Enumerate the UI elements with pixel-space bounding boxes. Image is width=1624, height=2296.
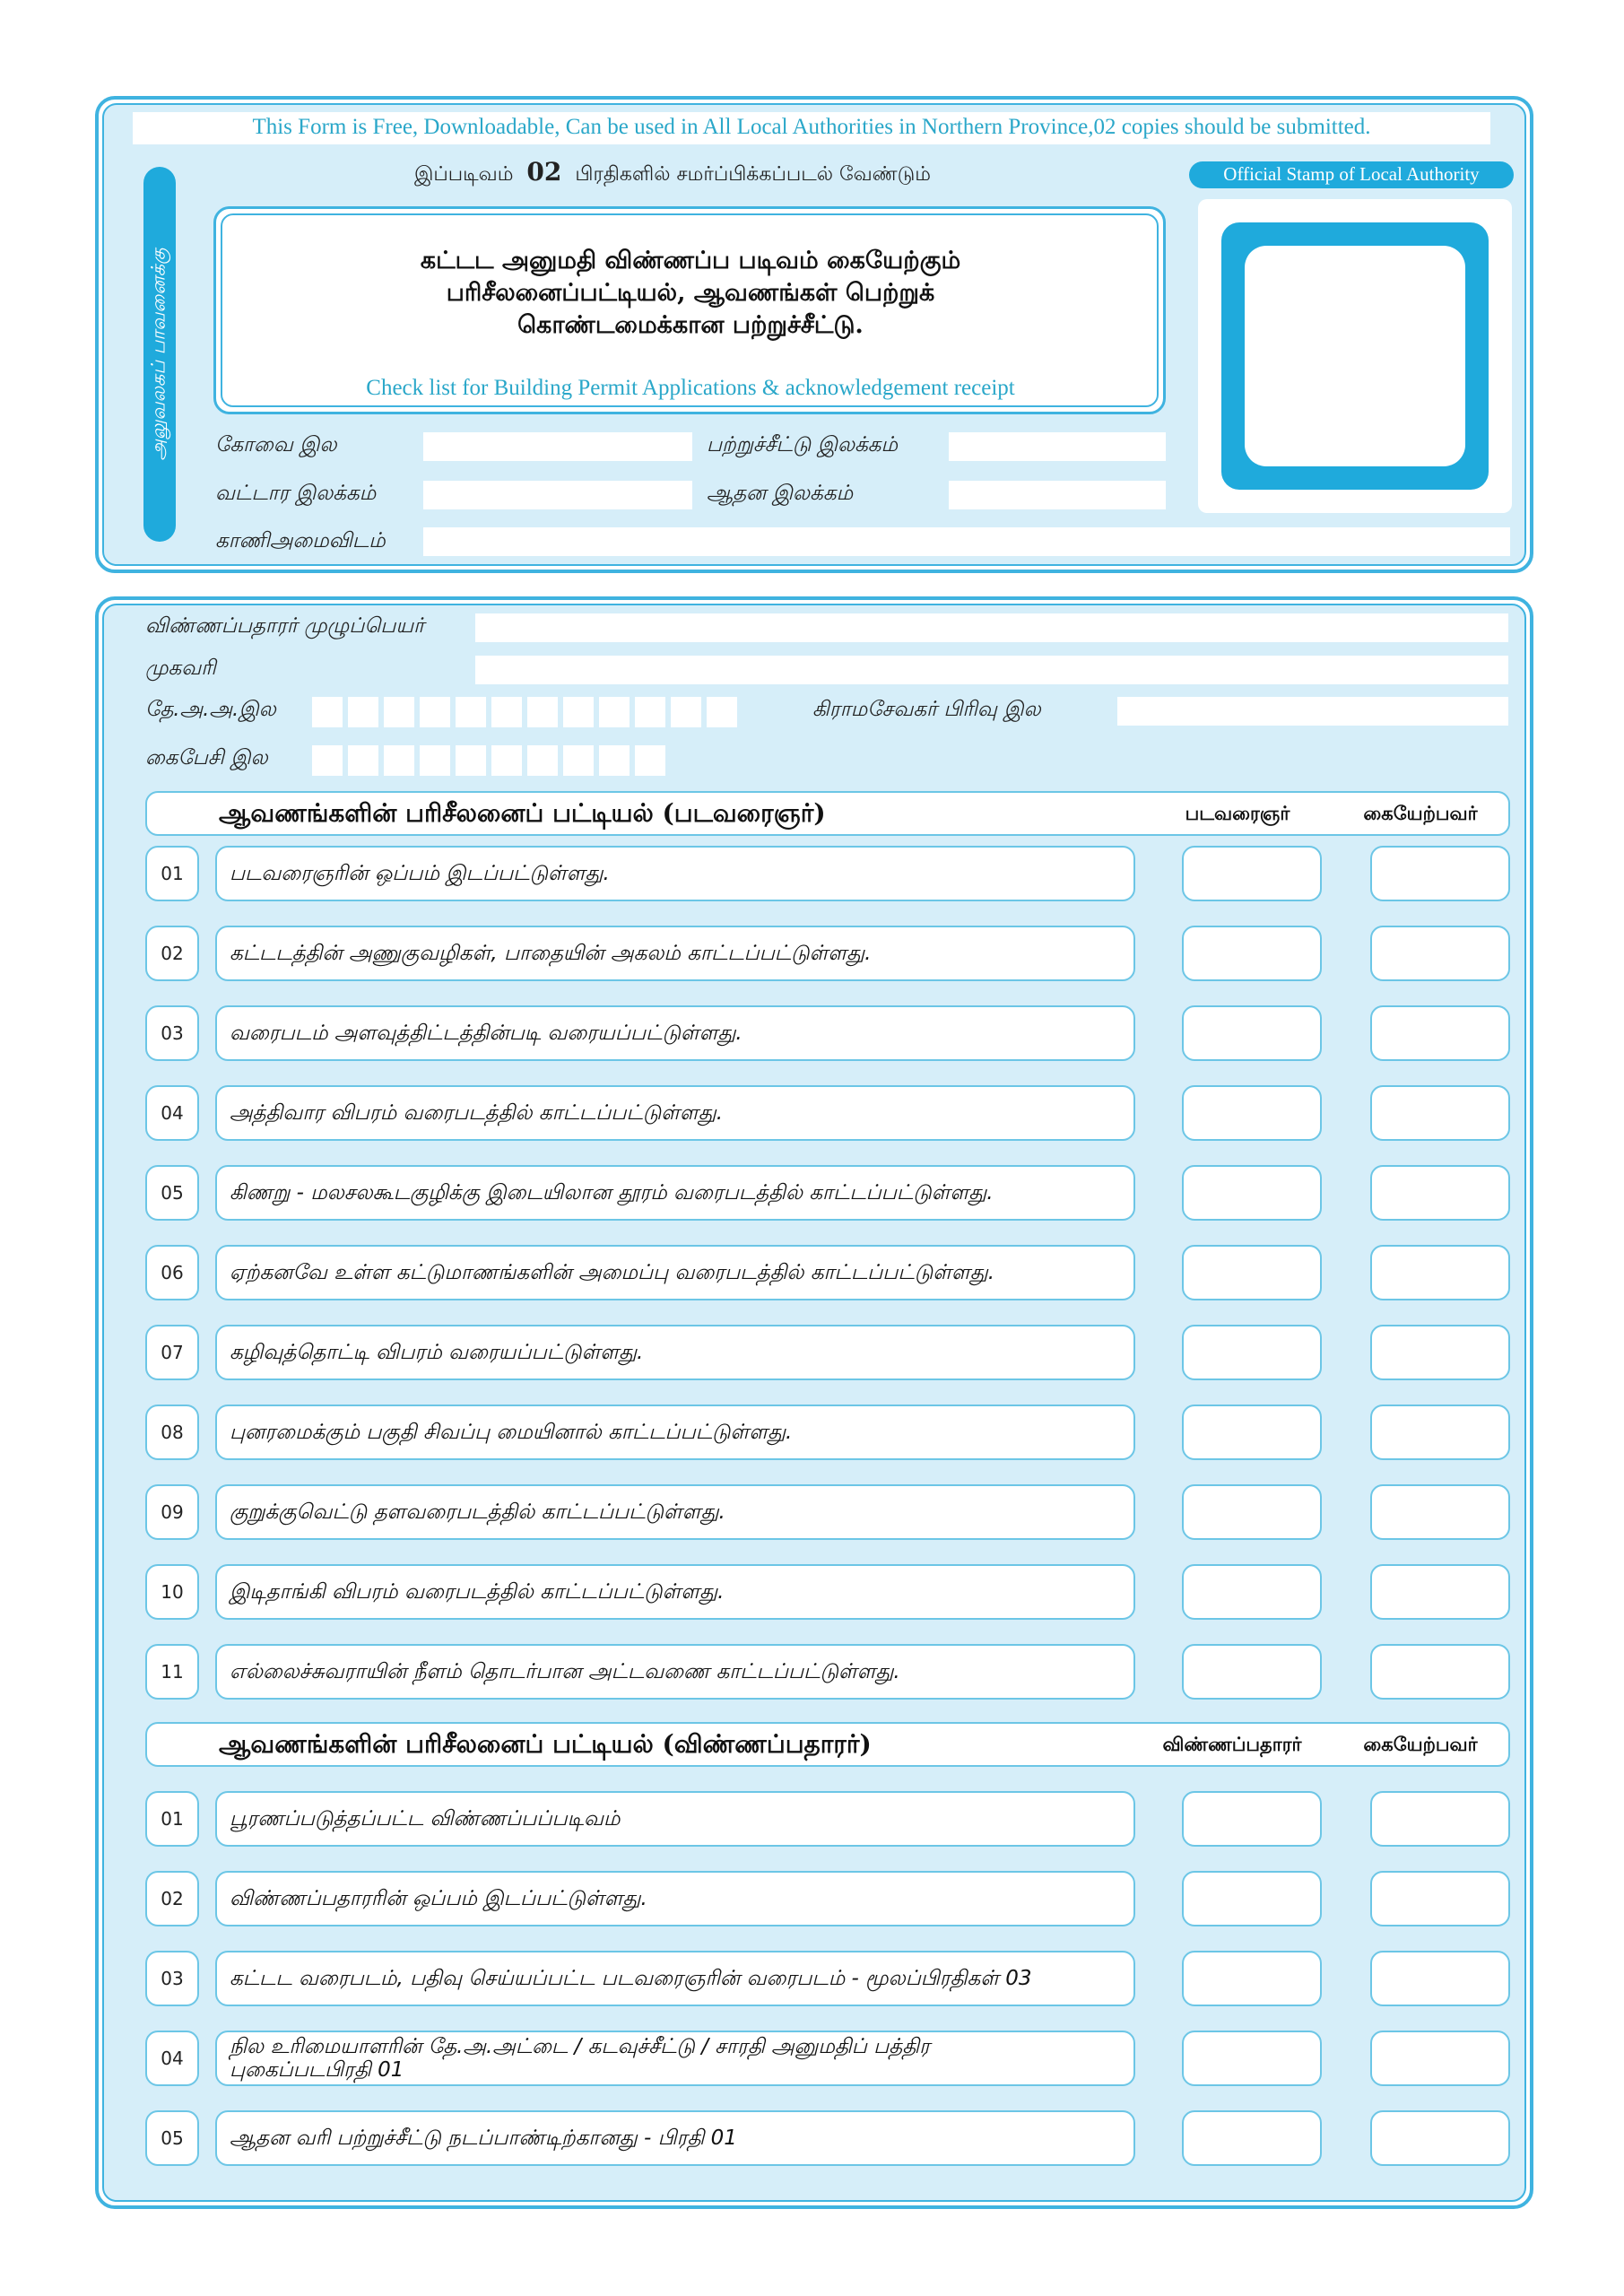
receiver-check-box[interactable] [1370, 2110, 1510, 2166]
item-description [215, 1245, 1135, 1300]
item-text-continued: புகைப்படபிரதி 01 [230, 2058, 404, 2082]
item-text: புனரமைக்கும் பகுதி சிவப்பு மையினால் காட்டப்பட்டுள்ளது. [230, 1421, 793, 1444]
applicant-checklist-header [145, 1722, 1510, 1767]
item-number: 05 [145, 2110, 199, 2166]
applicant-item-row [145, 1791, 1510, 1847]
draftsman-check-box[interactable] [1182, 1325, 1322, 1380]
copies-number: 02 [526, 157, 562, 187]
item-text: கட்டடத்தின் அணுகுவழிகள், பாதையின் அகலம் காட்டப்பட்டுள்ளது. [230, 942, 872, 965]
applicant-column-header: விண்ணப்பதாரர் [1162, 1733, 1302, 1755]
item-description [215, 1644, 1135, 1700]
nic-digit-box[interactable] [635, 697, 665, 727]
assessment-no-label: ஆதன இலக்கம் [707, 482, 854, 505]
item-text: அத்திவார விபரம் வரைபடத்தில் காட்டப்பட்டுள்ளது. [230, 1101, 724, 1125]
receiver-check-box[interactable] [1370, 1005, 1510, 1061]
copies-prefix: இப்படிவம் [414, 163, 514, 186]
item-text: பூரணப்படுத்தப்பட்ட விண்ணப்பப்படிவம் [230, 1807, 621, 1831]
nic-digit-box[interactable] [456, 697, 486, 727]
draftsman-item-row [145, 1644, 1510, 1700]
draftsman-item-row [145, 1405, 1510, 1460]
item-text: படவரைஞரின் ஒப்பம் இடப்பட்டுள்ளது. [230, 862, 610, 885]
applicant-check-box[interactable] [1182, 1951, 1322, 2006]
nic-digit-box[interactable] [491, 697, 522, 727]
item-text: இடிதாங்கி விபரம் வரைபடத்தில் காட்டப்பட்டுள்ளது. [230, 1580, 725, 1604]
file-no-field[interactable] [423, 432, 692, 461]
copies-instruction [269, 154, 1076, 190]
file-no-label: கோவை இல [215, 433, 337, 457]
gn-division-label: கிராமசேவகர் பிரிவு இல [812, 698, 1041, 721]
receiver-check-box[interactable] [1370, 1405, 1510, 1460]
item-number: 10 [145, 1564, 199, 1620]
item-description [215, 926, 1135, 981]
draftsman-item-row [145, 1165, 1510, 1221]
ward-no-label: வட்டார இலக்கம் [215, 482, 377, 505]
item-number: 07 [145, 1325, 199, 1380]
draftsman-column-header: படவரைஞர் [1185, 802, 1290, 824]
draftsman-check-box[interactable] [1182, 926, 1322, 981]
applicant-item-row [145, 2110, 1510, 2166]
receiver-column-header: கையேற்பவர் [1363, 802, 1478, 824]
gn-division-field[interactable] [1117, 697, 1508, 726]
item-number: 03 [145, 1005, 199, 1061]
item-number: 08 [145, 1405, 199, 1460]
receiver-check-box[interactable] [1370, 1644, 1510, 1700]
nic-digit-box[interactable] [348, 697, 378, 727]
item-text: ஏற்கனவே உள்ள கட்டுமாணங்களின் அமைப்பு வரைபடத்தில் காட்டப்பட்டுள்ளது. [230, 1261, 994, 1284]
draftsman-check-box[interactable] [1182, 1484, 1322, 1540]
mobile-digit-box[interactable] [312, 745, 343, 776]
mobile-digit-box[interactable] [599, 745, 630, 776]
draftsman-item-row [145, 1005, 1510, 1061]
nic-digit-box[interactable] [707, 697, 737, 727]
receiver-check-box[interactable] [1370, 1871, 1510, 1926]
applicant-checklist-title: ஆவணங்களின் பரிசீலனைப் பட்டியல் (விண்ணப்பதாரர்) [219, 1729, 872, 1759]
applicant-item-row [145, 1871, 1510, 1926]
mobile-digit-box[interactable] [563, 745, 594, 776]
item-text: கிணறு - மலசலகூடகுழிக்கு இடையிலான தூரம் வரைபடத்தில் காட்டப்பட்டுள்ளது. [230, 1181, 994, 1205]
item-number: 01 [145, 846, 199, 901]
applicant-name-field[interactable] [475, 613, 1508, 642]
copies-suffix: பிரதிகளில் சமர்ப்பிக்கப்படல் வேண்டும் [575, 163, 931, 186]
receiver-check-box[interactable] [1370, 1165, 1510, 1221]
draftsman-item-row [145, 1484, 1510, 1540]
applicant-check-box[interactable] [1182, 1791, 1322, 1847]
item-description [215, 1085, 1135, 1141]
form-title-tamil-line2: பரிசீலனைப்பட்டியல், ஆவணங்கள் பெற்றுக் [446, 279, 935, 307]
draftsman-check-box[interactable] [1182, 846, 1322, 901]
item-text: கட்டட வரைபடம், பதிவு செய்யப்பட்ட படவரைஞரின் வரைபடம் - மூலப்பிரதிகள் 03 [230, 1967, 1032, 1990]
applicant-check-box[interactable] [1182, 2031, 1322, 2086]
item-description [215, 846, 1135, 901]
receiver-check-box[interactable] [1370, 1791, 1510, 1847]
item-number: 04 [145, 2031, 199, 2086]
applicant-item-row [145, 1951, 1510, 2006]
item-number: 11 [145, 1644, 199, 1700]
nic-label: தே.அ.அ.இல [145, 698, 276, 721]
item-description [215, 1325, 1135, 1380]
item-description [215, 1791, 1135, 1847]
item-description [215, 1951, 1135, 2006]
receiver-check-box[interactable] [1370, 1484, 1510, 1540]
item-number: 06 [145, 1245, 199, 1300]
item-description [215, 1405, 1135, 1460]
draftsman-check-box[interactable] [1182, 1085, 1322, 1141]
form-title-english: Check list for Building Permit Applications & acknowledgement receipt [366, 376, 1015, 400]
draftsman-check-box[interactable] [1182, 1405, 1322, 1460]
office-use-text: அலுவலகப் பாவனைக்கு [147, 248, 169, 461]
mobile-digit-box[interactable] [420, 745, 450, 776]
item-description [215, 1871, 1135, 1926]
draftsman-checklist-header [145, 791, 1510, 836]
stamp-box[interactable] [1245, 246, 1465, 466]
item-number: 02 [145, 926, 199, 981]
land-location-field[interactable] [423, 527, 1510, 556]
item-number: 01 [145, 1791, 199, 1847]
nic-digit-box[interactable] [312, 697, 343, 727]
item-text: குறுக்குவெட்டு தளவரைபடத்தில் காட்டப்பட்டுள்ளது. [230, 1500, 725, 1524]
free-form-note: This Form is Free, Downloadable, Can be used in All Local Authorities in Northern Province,02 copies should be submitted. [133, 112, 1490, 144]
item-number: 09 [145, 1484, 199, 1540]
draftsman-item-row [145, 926, 1510, 981]
ward-no-field[interactable] [423, 481, 692, 509]
nic-digit-box[interactable] [420, 697, 450, 727]
nic-digit-box[interactable] [527, 697, 558, 727]
mobile-digit-box[interactable] [348, 745, 378, 776]
mobile-digit-box[interactable] [635, 745, 665, 776]
item-description [215, 2031, 1135, 2086]
item-text: நில உரிமையாளரின் தே.அ.அட்டை / கடவுச்சீட்டு / சாரதி அனுமதிப் பத்திர [230, 2035, 930, 2058]
receiver-check-box[interactable] [1370, 846, 1510, 901]
nic-digit-box[interactable] [384, 697, 414, 727]
draftsman-item-row [145, 1085, 1510, 1141]
receiver-check-box[interactable] [1370, 2031, 1510, 2086]
item-number: 04 [145, 1085, 199, 1141]
nic-digit-box[interactable] [599, 697, 630, 727]
receipt-no-label: பற்றுச்சீட்டு இலக்கம் [707, 433, 899, 457]
mobile-digit-boxes [312, 745, 671, 776]
item-text: கழிவுத்தொட்டி விபரம் வரையப்பட்டுள்ளது. [230, 1341, 644, 1364]
draftsman-item-row [145, 1325, 1510, 1380]
mobile-digit-box[interactable] [527, 745, 558, 776]
mobile-label: கைபேசி இல [145, 746, 268, 770]
item-description [215, 1165, 1135, 1221]
item-text: ஆதன வரி பற்றுச்சீட்டு நடப்பாண்டிற்கானது - பிரதி 01 [230, 2126, 737, 2150]
receiver-check-box[interactable] [1370, 926, 1510, 981]
mobile-digit-box[interactable] [456, 745, 486, 776]
land-location-label: காணிஅமைவிடம் [215, 529, 386, 552]
draftsman-check-box[interactable] [1182, 1165, 1322, 1221]
draftsman-checklist-title: ஆவணங்களின் பரிசீலனைப் பட்டியல் (படவரைஞர்) [219, 798, 826, 828]
item-description [215, 1564, 1135, 1620]
draftsman-item-row [145, 846, 1510, 901]
nic-digit-boxes [312, 697, 739, 727]
receipt-no-field[interactable] [949, 432, 1166, 461]
receiver-column-header: கையேற்பவர் [1363, 1733, 1478, 1755]
stamp-label: Official Stamp of Local Authority [1189, 161, 1514, 188]
draftsman-check-box[interactable] [1182, 1005, 1322, 1061]
applicant-item-row [145, 2031, 1510, 2086]
assessment-no-field[interactable] [949, 481, 1166, 509]
draftsman-item-row [145, 1245, 1510, 1300]
item-description [215, 1484, 1135, 1540]
item-description [215, 1005, 1135, 1061]
nic-digit-box[interactable] [563, 697, 594, 727]
draftsman-check-box[interactable] [1182, 1564, 1322, 1620]
mobile-digit-box[interactable] [491, 745, 522, 776]
receiver-check-box[interactable] [1370, 1951, 1510, 2006]
draftsman-check-box[interactable] [1182, 1644, 1322, 1700]
item-description [215, 2110, 1135, 2166]
address-field[interactable] [475, 656, 1508, 684]
item-text: விண்ணப்பதாரரின் ஒப்பம் இடப்பட்டுள்ளது. [230, 1887, 647, 1910]
office-use-label [143, 167, 176, 542]
receiver-check-box[interactable] [1370, 1085, 1510, 1141]
draftsman-check-box[interactable] [1182, 1245, 1322, 1300]
nic-digit-box[interactable] [671, 697, 701, 727]
item-text: வரைபடம் அளவுத்திட்டத்தின்படி வரையப்பட்டுள்ளது. [230, 1022, 743, 1045]
form-title-tamil-line1: கட்டட அனுமதி விண்ணப்ப படிவம் கையேற்கும் [420, 247, 961, 274]
applicant-check-box[interactable] [1182, 2110, 1322, 2166]
mobile-digit-box[interactable] [384, 745, 414, 776]
item-number: 03 [145, 1951, 199, 2006]
receiver-check-box[interactable] [1370, 1245, 1510, 1300]
item-number: 05 [145, 1165, 199, 1221]
item-text: எல்லைச்சுவராயின் நீளம் தொடர்பான அட்டவணை காட்டப்பட்டுள்ளது. [230, 1660, 900, 1683]
applicant-name-label: விண்ணப்பதாரர் முழுப்பெயர் [145, 614, 425, 638]
receiver-check-box[interactable] [1370, 1564, 1510, 1620]
receiver-check-box[interactable] [1370, 1325, 1510, 1380]
form-title-tamil-line3: கொண்டமைக்கான பற்றுச்சீட்டு. [517, 311, 864, 339]
draftsman-item-row [145, 1564, 1510, 1620]
item-number: 02 [145, 1871, 199, 1926]
address-label: முகவரி [145, 657, 216, 680]
applicant-check-box[interactable] [1182, 1871, 1322, 1926]
